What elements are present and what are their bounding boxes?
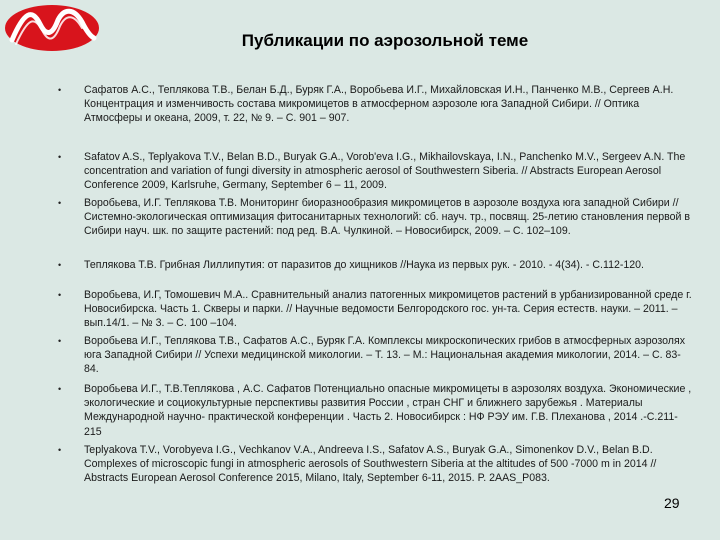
- reference-text: Teplyakova T.V., Vorobyeva I.G., Vechkanov V.A., Andreeva I.S., Safatov A.S., Buryak G.A., Simonenkov D.V., Belan B.D. Complexes of microscopic fungi in atmospheric aerosols of Southwestern Siberia at the altitudes of 500 -7000 m in 2014 // Abstracts European Aerosol Conference 2015, Milano, Italy, September 6-11, 2015. P. 2AAS_P083.: [84, 444, 657, 485]
- reference-item: [52, 83, 692, 150]
- reference-item: [52, 196, 692, 258]
- reference-text: Сафатов А.С., Теплякова Т.В., Белан Б.Д., Буряк Г.А., Воробьева И.Г., Михайловская И.Н., Панченко М.В., Сергеев А.Н. Концентрация и изменчивость состава микромицетов в атмосферном аэрозоле юга Западной Сибири. // Оптика Атмосферы и океана, 2009, т. 22, № 9. – С. 901 – 907.: [84, 84, 674, 125]
- reference-text: Воробьева И.Г., Теплякова Т.В., Сафатов А.С., Буряк Г.А. Комплексы микроскопических грибов в атмосферных аэрозолях юга Западной Сибири // Успехи медицинской микологии. – Т. 13. – М.: Национальная академия микологии, 2014. – С. 83-84.: [84, 335, 686, 376]
- bullet-icon: •: [58, 336, 62, 346]
- reference-item: [52, 150, 692, 196]
- bullet-icon: •: [58, 152, 62, 162]
- reference-text: Воробьева, И.Г, Томошевич М.А.. Сравнительный анализ патогенных микромицетов растений в урбанизированной среде г. Новосибирска. Часть 1. Скверы и парки. // Научные ведомости Белгородского гос. ун-та. Серия естеств. науки. – 2011. – вып.14/1. – № 3. – С. 100 –104.: [84, 289, 692, 330]
- page-number: 29: [664, 495, 680, 511]
- bullet-icon: •: [58, 384, 62, 394]
- reference-list: [52, 83, 692, 503]
- reference-item: [52, 258, 692, 288]
- page-title: Публикации по аэрозольной теме: [241, 31, 529, 50]
- bullet-icon: •: [58, 85, 62, 95]
- bullet-icon: •: [58, 445, 62, 455]
- reference-text: Safatov A.S., Teplyakova T.V., Belan B.D., Buryak G.A., Vorob'eva I.G., Mikhailovskaya, I.N., Panchenko M.V., Sergeev A.N. The concentration and variation of fungi diversity in atmospheric aerosol of Southwestern Siberia. // Abstracts European Aerosol Conference 2009, Karlsruhe, Germany, September 6 – 11, 2009.: [84, 151, 686, 192]
- reference-text: Теплякова Т.В. Грибная Лиллипутия: от паразитов до хищников //Наука из первых рук. - 2010. - 4(34). - С.112-120.: [84, 259, 645, 271]
- reference-text: Воробьева, И.Г. Теплякова Т.В. Мониторинг биоразнообразия микромицетов в аэрозоле воздуха юга западной Сибири // Системно-экологическая оптимизация фитосанитарных технологий: сб. науч. тр., посвящ. 25-летию становления первой в Сибири науч. шк. по защите растений: под ред. В.А. Чулкиной. – Новосибирск, 2009. – С. 102–109.: [84, 197, 690, 238]
- logo-icon: [2, 2, 102, 54]
- reference-item: [52, 334, 692, 382]
- reference-item: [52, 443, 692, 503]
- reference-text: Воробьева И.Г., Т.В.Теплякова , А.С. Сафатов Потенциально опасные микромицеты в аэрозолях воздуха. Экономические , экологические и социокультурные перспективы развития России , стран СНГ и ближнего зарубежья . Материалы Международной научно- практической конференции . Часть 2. Новосибирск : НФ РЭУ им. Г.В. Плеханова , 2014 .-С.211-215: [84, 383, 692, 438]
- bullet-icon: •: [58, 198, 62, 208]
- bullet-icon: •: [58, 290, 62, 300]
- bullet-icon: •: [58, 260, 62, 270]
- reference-item: [52, 288, 692, 334]
- reference-item: [52, 382, 692, 443]
